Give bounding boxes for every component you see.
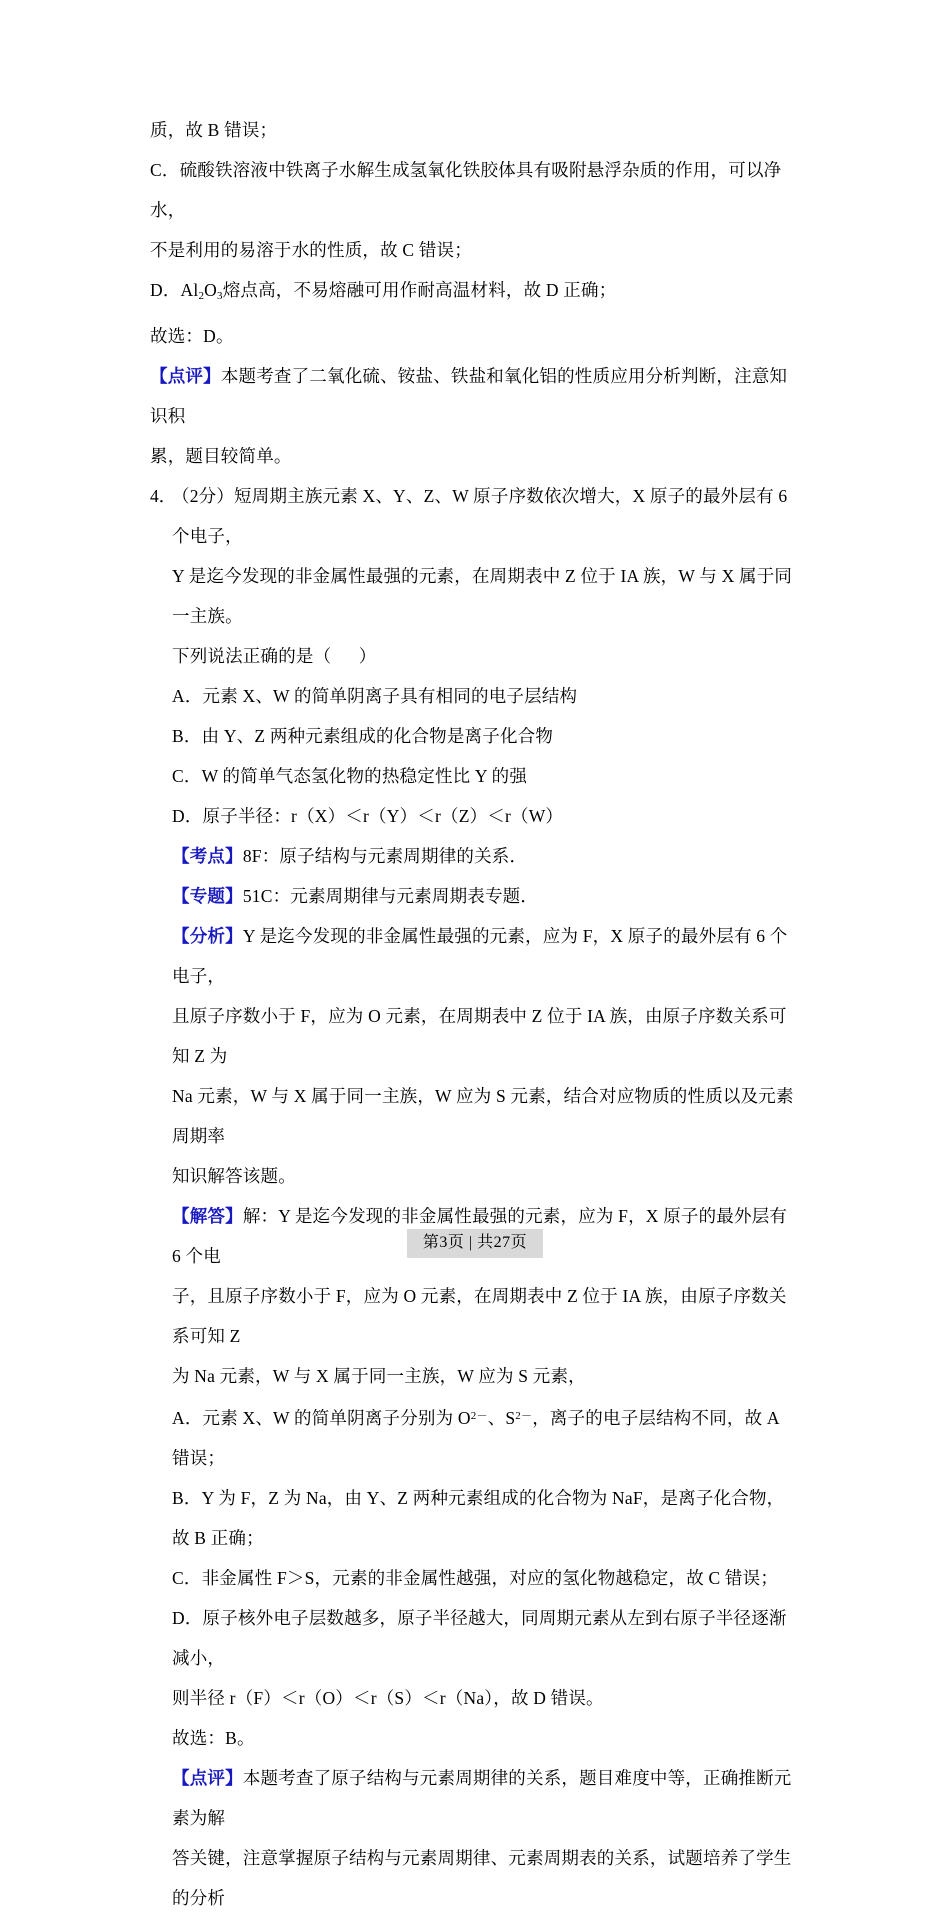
question-number: 4． — [150, 485, 177, 506]
topic-text: 51C：元素周期律与元素周期表专题． — [242, 885, 539, 906]
topic-tag: 【专题】 — [172, 885, 243, 906]
page-footer — [0, 1229, 950, 1258]
option-d: D．原子半径：r（X）＜r（Y）＜r（Z）＜r（W） — [172, 805, 564, 826]
text-line-ions — [172, 1396, 800, 1478]
text-line: 累，题目较简单。 — [150, 445, 292, 466]
page-number: 第3页 | 共27页 — [407, 1229, 543, 1258]
comment-tag: 【点评】 — [172, 1767, 243, 1788]
ion-mid: 、S — [487, 1407, 516, 1428]
text-line: D．原子核外电子层数越多，原子半径越大，同周期元素从左到右原子半径逐渐减小， — [172, 1607, 787, 1668]
text-line: 知识解答该题。 — [172, 1165, 296, 1186]
text-line: C．硫酸铁溶液中铁离子水解生成氢氧化铁胶体具有吸附悬浮杂质的作用，可以净水， — [150, 160, 782, 220]
text-line: 下列说法正确的是（ ） — [172, 645, 377, 666]
text-line: Na 元素，W 与 X 属于同一主族，W 应为 S 元素，结合对应物质的性质以及元素周期率 — [172, 1085, 794, 1146]
comment-block-line — [172, 1758, 800, 1838]
comment-text: 本题考查了二氧化硫、铵盐、铁盐和氧化铝的性质应用分析判断，注意知识积 — [150, 365, 788, 426]
formula-mid: O — [204, 280, 217, 300]
comment-block-line — [150, 356, 800, 436]
topic-block-line — [172, 876, 800, 916]
option-b: B．由 Y、Z 两种元素组成的化合物是离子化合物 — [172, 725, 554, 746]
analysis-block-line — [172, 916, 800, 996]
ion-suffix: ，离子的电子层结构不同，故 A 错误； — [172, 1407, 784, 1468]
text-line-formula-al2o3 — [150, 270, 800, 316]
text-line: 不是利用的易溶于水的性质，故 C 错误； — [150, 240, 472, 260]
text-line: 质，故 B 错误； — [150, 120, 278, 140]
text-line: 子，且原子序数小于 F，应为 O 元素，在周期表中 Z 位于 IA 族，由原子序数关系可知 Z — [172, 1285, 787, 1346]
question-4 — [150, 476, 800, 1918]
text-line: B．Y 为 F，Z 为 Na，由 Y、Z 两种元素组成的化合物为 NaF，是离子化合物，故 B 正确； — [172, 1487, 785, 1548]
answer-tag: 【解答】 — [172, 1205, 243, 1226]
testpoint-tag: 【考点】 — [172, 845, 243, 866]
testpoint-block-line — [172, 836, 800, 876]
option-a: A．元素 X、W 的简单阴离子具有相同的电子层结构 — [172, 685, 578, 706]
subscript-2: 2 — [198, 289, 205, 302]
ion-prefix: A．元素 X、W 的简单阴离子分别为 O — [172, 1407, 471, 1428]
superscript-charge-2: 2－ — [515, 1409, 533, 1422]
formula-prefix: D．Al — [150, 280, 199, 300]
text-line: Y 是迄今发现的非金属性最强的元素，在周期表中 Z 位于 IA 族，W 与 X 属于同一主族。 — [172, 565, 793, 626]
formula-suffix: 熔点高，不易熔融可用作耐高温材料，故 D 正确； — [222, 280, 617, 300]
text-line: 答关键，注意掌握原子结构与元素周期律、元素周期表的关系，试题培养了学生的分析 — [172, 1847, 792, 1908]
text-line: C．非金属性 F＞S，元素的非金属性越强，对应的氢化物越稳定，故 C 错误； — [172, 1567, 779, 1588]
subscript-3: 3 — [217, 289, 223, 302]
comment-text: 本题考查了原子结构与元素周期律的关系，题目难度中等，正确推断元素为解 — [172, 1767, 792, 1828]
question-body — [172, 476, 800, 1918]
superscript-charge-1: 2－ — [470, 1409, 488, 1422]
text-line: 故选：D。 — [150, 325, 234, 346]
option-c: C．W 的简单气态氢化物的热稳定性比 Y 的强 — [172, 765, 528, 786]
comment-tag: 【点评】 — [150, 365, 221, 386]
text-line: 为 Na 元素，W 与 X 属于同一主族，W 应为 S 元素， — [172, 1365, 586, 1386]
analysis-text: Y 是迄今发现的非金属性最强的元素，应为 F，X 原子的最外层有 6 个电子， — [172, 925, 788, 986]
text-line: 故选：B。 — [172, 1727, 255, 1748]
testpoint-text: 8F：原子结构与元素周期律的关系． — [242, 845, 528, 866]
text-line: （2分）短周期主族元素 X、Y、Z、W 原子序数依次增大，X 原子的最外层有 6 个电子， — [172, 485, 792, 546]
analysis-tag: 【分析】 — [172, 925, 243, 946]
text-line: 则半径 r（F）＜r（O）＜r（S）＜r（Na），故 D 错误。 — [172, 1687, 604, 1708]
answer-text: 解：Y 是迄今发现的非金属性最强的元素，应为 F，X 原子的最外层有 6 个电 — [172, 1205, 792, 1266]
text-line: 且原子序数小于 F，应为 O 元素，在周期表中 Z 位于 IA 族，由原子序数关系可知 Z 为 — [172, 1005, 787, 1066]
